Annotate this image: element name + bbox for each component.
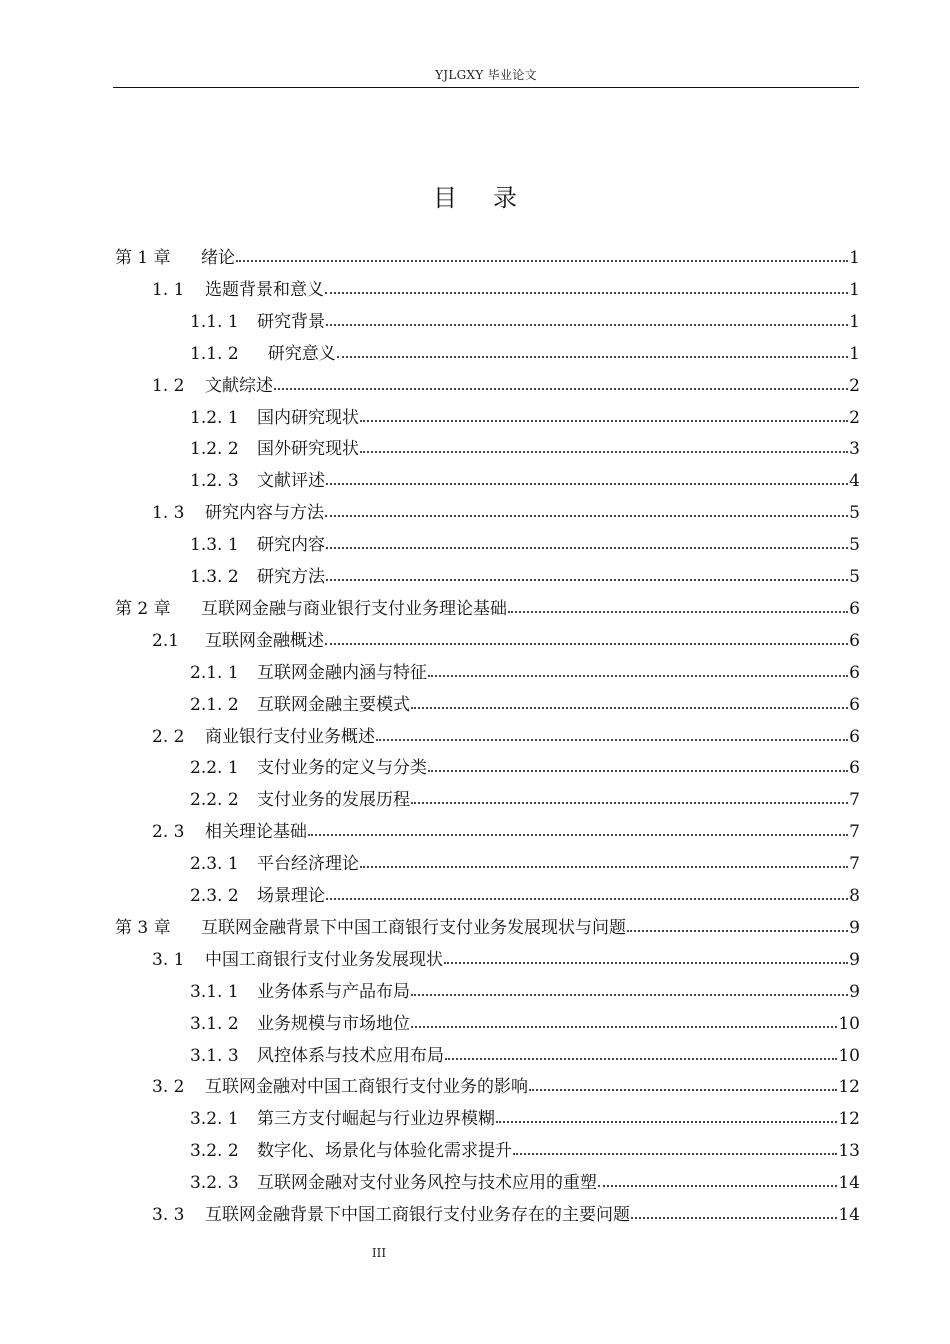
toc-entry-page: 7 xyxy=(849,790,860,811)
toc-entry-label: 绪论 xyxy=(201,248,235,268)
toc-entry-number: 1.2. 2 xyxy=(190,439,239,460)
toc-leader-dots xyxy=(411,994,848,996)
toc-leader-dots xyxy=(360,420,848,422)
toc-leader-dots xyxy=(326,547,848,549)
toc-title: 目录 xyxy=(433,184,553,212)
toc-entry-page: 14 xyxy=(838,1205,860,1225)
toc-leader-dots xyxy=(326,579,848,581)
toc-entry[interactable] xyxy=(152,502,860,524)
toc-entry-number: 1.1. 2 xyxy=(190,343,239,364)
toc-leader-dots xyxy=(411,802,848,804)
toc-leader-dots xyxy=(360,866,848,868)
toc-entry-number: 1.1. 1 xyxy=(190,311,239,332)
toc-entry-number: 1.3. 1 xyxy=(190,535,239,556)
toc-entry-label: 互联网金融概述 xyxy=(205,630,324,651)
toc-entry-page: 14 xyxy=(838,1173,860,1194)
toc-entry[interactable] xyxy=(190,566,860,588)
toc-entry-number: 3.1. 1 xyxy=(190,981,239,1002)
toc-entry-label: 国内研究现状 xyxy=(257,407,359,428)
toc-entry-label: 国外研究现状 xyxy=(257,439,359,460)
toc-entry[interactable] xyxy=(190,1108,860,1130)
toc-entry-label: 支付业务的定义与分类 xyxy=(257,758,427,779)
toc-leader-dots xyxy=(411,707,848,709)
toc-entry-page: 7 xyxy=(849,822,860,843)
toc-entry-label: 互联网金融与商业银行支付业务理论基础 xyxy=(201,598,507,619)
toc-entry-label: 业务体系与产品布局 xyxy=(257,981,410,1002)
toc-entry-label: 互联网金融主要模式 xyxy=(257,694,410,715)
toc-entry-page: 5 xyxy=(849,567,860,587)
toc-entry[interactable] xyxy=(115,598,860,620)
toc-entry-label: 互联网金融背景下中国工商银行支付业务存在的主要问题 xyxy=(205,1205,630,1225)
toc-entry-label: 相关理论基础 xyxy=(205,822,307,843)
toc-entry-page: 6 xyxy=(849,630,860,651)
toc-entry-number: 3. 1 xyxy=(152,949,185,970)
toc-leader-dots xyxy=(445,1058,837,1060)
toc-entry[interactable] xyxy=(190,407,860,429)
toc-entry-page: 5 xyxy=(849,503,860,524)
toc-entry-page: 13 xyxy=(838,1141,860,1162)
toc-entry-label: 研究背景 xyxy=(257,311,325,332)
toc-entry-page: 6 xyxy=(849,758,860,779)
toc-entry[interactable] xyxy=(190,534,860,556)
toc-entry-label: 互联网金融背景下中国工商银行支付业务发展现状与问题 xyxy=(201,917,626,938)
toc-entry-number: 1.2. 1 xyxy=(190,407,239,428)
toc-entry-label: 场景理论 xyxy=(257,886,325,906)
toc-entry-label: 互联网金融对支付业务风控与技术应用的重塑 xyxy=(257,1173,597,1194)
toc-entry[interactable] xyxy=(152,821,860,843)
toc-entry-label: 数字化、场景化与体验化需求提升 xyxy=(257,1141,512,1162)
toc-entry[interactable] xyxy=(152,726,860,748)
page-number: III xyxy=(371,1246,387,1260)
toc-entry-label: 互联网金融内涵与特征 xyxy=(257,662,427,683)
toc-entry[interactable] xyxy=(152,1204,860,1226)
toc-entry[interactable] xyxy=(152,949,860,971)
toc-entry-number: 3.2. 1 xyxy=(190,1109,239,1130)
toc-entry-label: 支付业务的发展历程 xyxy=(257,790,410,811)
toc-entry-page: 6 xyxy=(849,726,860,747)
toc-leader-dots xyxy=(444,962,848,964)
toc-entry-page: 9 xyxy=(849,981,860,1002)
toc-entry-page: 4 xyxy=(849,471,860,492)
toc-entry[interactable] xyxy=(190,1013,860,1035)
toc-entry-page: 6 xyxy=(849,662,860,683)
toc-leader-dots xyxy=(529,1089,837,1091)
toc-leader-dots xyxy=(274,388,848,390)
toc-leader-dots xyxy=(236,260,848,262)
toc-entry-label: 研究方法 xyxy=(257,567,325,587)
toc-entry-number: 1. 1 xyxy=(152,279,185,300)
toc-leader-dots xyxy=(513,1153,837,1155)
toc-entry-label: 研究意义 xyxy=(257,343,336,364)
toc-entry-number: 3. 3 xyxy=(152,1205,185,1225)
toc-entry[interactable] xyxy=(190,438,860,460)
toc-entry[interactable] xyxy=(190,1045,860,1067)
toc-leader-dots xyxy=(337,356,848,358)
toc-entry[interactable] xyxy=(190,470,860,492)
toc-leader-dots xyxy=(326,483,848,485)
toc-entry-number: 1.3. 2 xyxy=(190,567,239,587)
toc-entry-number: 2.3. 2 xyxy=(190,886,239,906)
toc-entry[interactable] xyxy=(190,885,860,907)
toc-leader-dots xyxy=(428,675,848,677)
toc-leader-dots xyxy=(627,930,848,932)
toc-entry-label: 平台经济理论 xyxy=(257,854,359,875)
toc-entry-page: 6 xyxy=(849,694,860,715)
toc-leader-dots xyxy=(508,611,848,613)
toc-entry-page: 12 xyxy=(838,1109,860,1130)
toc-entry-label: 研究内容 xyxy=(257,535,325,556)
toc-entry[interactable] xyxy=(190,981,860,1003)
toc-entry-page: 2 xyxy=(849,407,860,428)
toc-entry-label: 风控体系与技术应用布局 xyxy=(257,1045,444,1066)
toc-entry-number: 2.1 xyxy=(152,630,180,651)
toc-entry-page: 1 xyxy=(849,311,860,332)
toc-entry-label: 第三方支付崛起与行业边界模糊 xyxy=(257,1109,495,1130)
toc-entry-page: 10 xyxy=(838,1013,860,1034)
toc-entry-page: 1 xyxy=(849,279,860,300)
header-rule xyxy=(113,87,859,88)
toc-entry-number: 2.2. 2 xyxy=(190,790,239,811)
toc-leader-dots xyxy=(326,324,848,326)
toc-entry[interactable] xyxy=(152,1076,860,1098)
toc-entry-number: 3. 2 xyxy=(152,1077,185,1098)
toc-entry-label: 互联网金融对中国工商银行支付业务的影响 xyxy=(205,1077,528,1098)
toc-entry-page: 5 xyxy=(849,535,860,556)
toc-entry-page: 10 xyxy=(838,1045,860,1066)
toc-entry-page: 9 xyxy=(849,949,860,970)
toc-entry[interactable] xyxy=(115,917,860,939)
toc-entry-page: 6 xyxy=(849,598,860,619)
toc-entry-label: 文献评述 xyxy=(257,471,325,492)
toc-entry[interactable] xyxy=(190,662,860,684)
toc-entry-page: 9 xyxy=(849,917,860,938)
toc-entry-number: 2.1. 2 xyxy=(190,694,239,715)
running-header: YJLGXY 毕业论文 xyxy=(435,68,537,82)
toc-entry[interactable] xyxy=(190,853,860,875)
toc-entry-page: 3 xyxy=(849,439,860,460)
toc-leader-dots xyxy=(496,1121,837,1123)
toc-leader-dots xyxy=(326,898,848,900)
toc-entry-page: 12 xyxy=(838,1077,860,1098)
toc-leader-dots xyxy=(631,1217,837,1219)
toc-entry-number: 1.2. 3 xyxy=(190,471,239,492)
toc-entry-label: 业务规模与市场地位 xyxy=(257,1013,410,1034)
toc-leader-dots xyxy=(376,739,848,741)
toc-entry[interactable] xyxy=(152,375,860,397)
toc-entry-label: 选题背景和意义 xyxy=(205,279,324,300)
toc-entry[interactable] xyxy=(152,279,860,301)
toc-entry-number: 3.2. 2 xyxy=(190,1141,239,1162)
toc-entry-label: 文献综述 xyxy=(205,375,273,396)
toc-entry-number: 1. 2 xyxy=(152,375,185,396)
toc-entry-number: 2. 3 xyxy=(152,822,185,843)
toc-entry[interactable] xyxy=(190,694,860,716)
toc-entry-number: 第 1 章 xyxy=(115,248,171,268)
toc-entry[interactable] xyxy=(190,757,860,779)
toc-entry[interactable] xyxy=(152,630,860,652)
toc-leader-dots xyxy=(325,292,848,294)
toc-entry-page: 2 xyxy=(849,375,860,396)
toc-entry-page: 8 xyxy=(849,886,860,906)
toc-entry-number: 2.3. 1 xyxy=(190,854,239,875)
toc-leader-dots xyxy=(360,451,848,453)
toc-entry-label: 中国工商银行支付业务发展现状 xyxy=(205,949,443,970)
toc-leader-dots xyxy=(325,515,848,517)
toc-leader-dots xyxy=(598,1185,837,1187)
toc-entry-number: 第 3 章 xyxy=(115,917,171,938)
toc-entry[interactable] xyxy=(190,343,860,365)
toc-leader-dots xyxy=(325,643,848,645)
toc-entry-number: 2.1. 1 xyxy=(190,662,239,683)
toc-entry-number: 第 2 章 xyxy=(115,598,171,619)
toc-leader-dots xyxy=(411,1026,837,1028)
toc-entry-number: 3.1. 2 xyxy=(190,1013,239,1034)
toc-entry-number: 3.1. 3 xyxy=(190,1045,239,1066)
toc-entry[interactable] xyxy=(190,311,860,333)
toc-entry-number: 2.2. 1 xyxy=(190,758,239,779)
toc-entry[interactable] xyxy=(190,1172,860,1194)
toc-entry-number: 3.2. 3 xyxy=(190,1173,239,1194)
toc-entry-page: 1 xyxy=(849,343,860,364)
toc-leader-dots xyxy=(428,770,848,772)
toc-entry[interactable] xyxy=(115,247,860,269)
toc-entry-label: 研究内容与方法 xyxy=(205,503,324,524)
toc-entry-page: 7 xyxy=(849,854,860,875)
toc-entry-number: 1. 3 xyxy=(152,503,185,524)
toc-entry-label: 商业银行支付业务概述 xyxy=(205,726,375,747)
toc-leader-dots xyxy=(308,834,848,836)
toc-entry-number: 2. 2 xyxy=(152,726,185,747)
toc-entry[interactable] xyxy=(190,789,860,811)
toc-entry-page: 1 xyxy=(849,248,860,268)
toc-entry[interactable] xyxy=(190,1140,860,1162)
